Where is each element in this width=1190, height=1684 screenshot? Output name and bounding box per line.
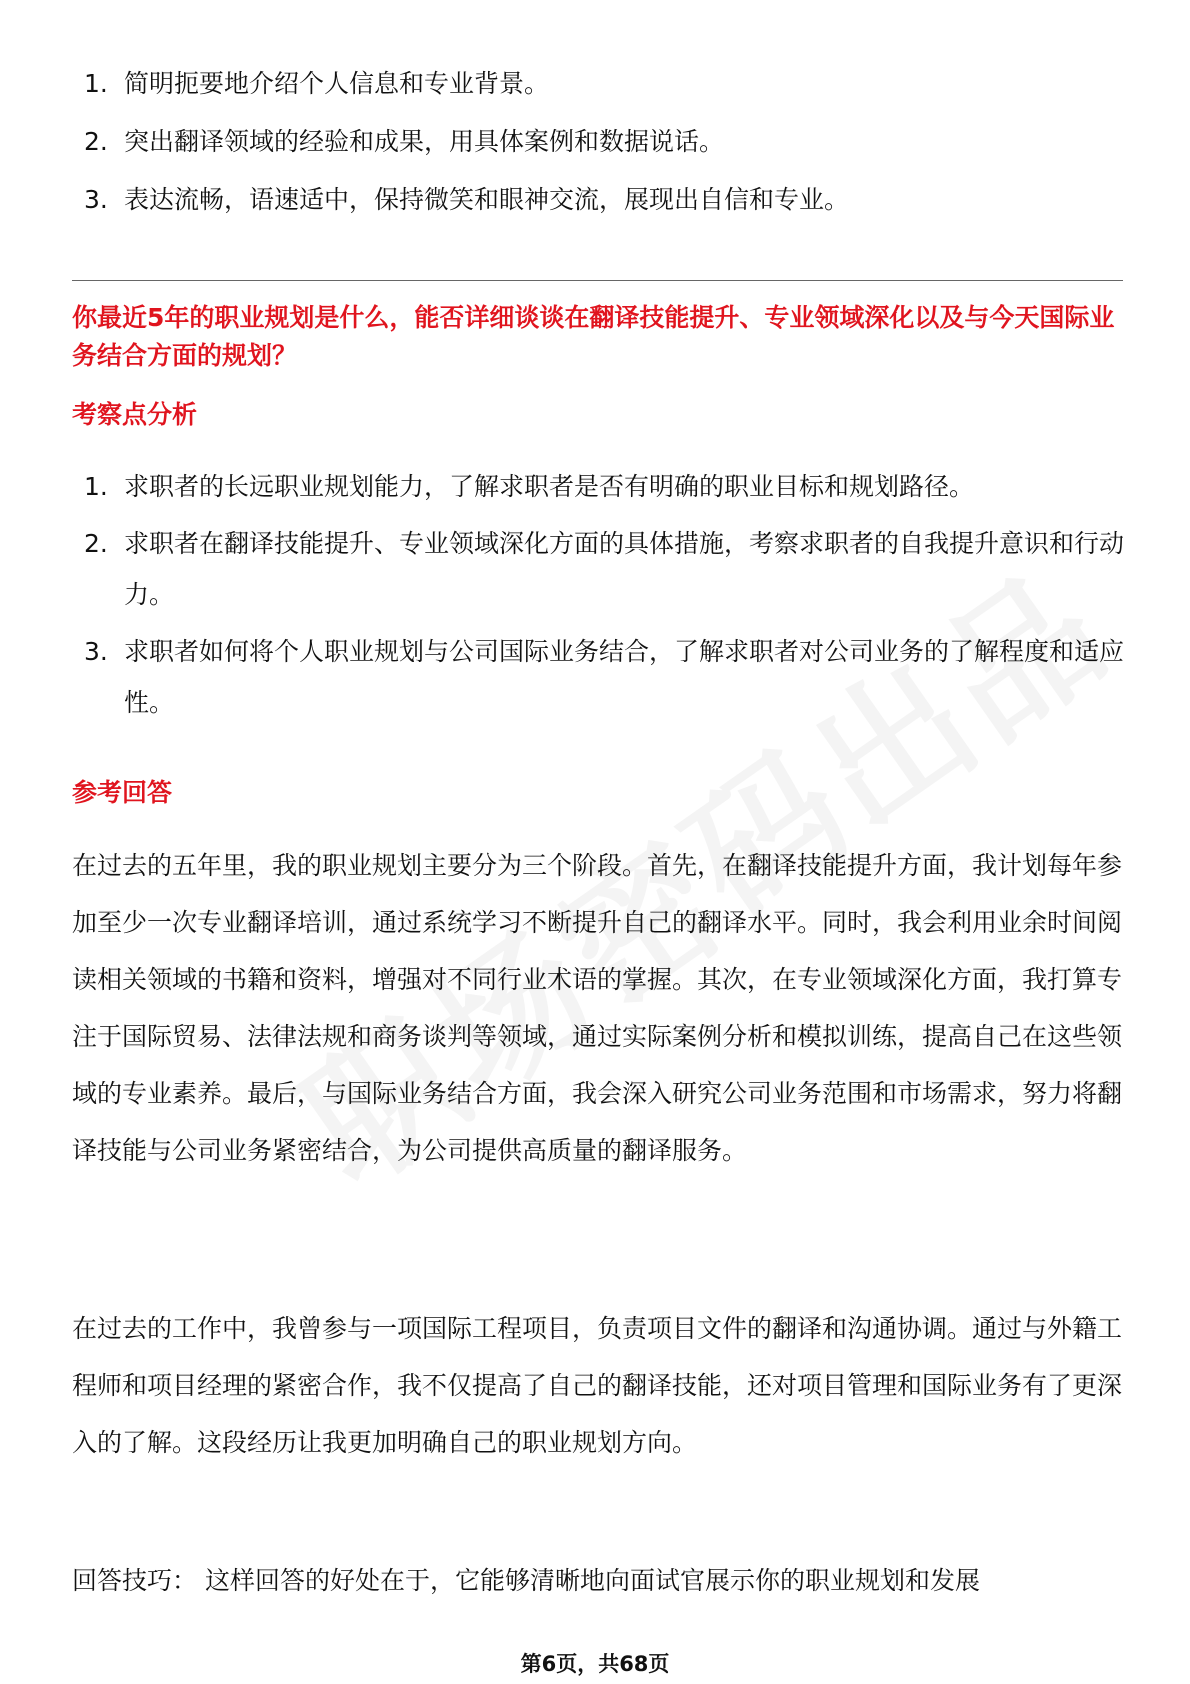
- list-number: 3.: [84, 185, 108, 214]
- list-text: 求职者在翻译技能提升、专业领域深化方面的具体措施，考察求职者的自我提升意识和行动力。: [124, 529, 1125, 609]
- list-number: 1.: [84, 69, 108, 98]
- answer-paragraph: 在过去的工作中，我曾参与一项国际工程项目，负责项目文件的翻译和沟通协调。通过与外籍工程师和项目经理的紧密合作，我不仅提高了自己的翻译技能，还对项目管理和国际业务有了更深入的了解。这段经历让我更加明确自己的职业规划方向。: [72, 1314, 1123, 1457]
- list-text: 简明扼要地介绍个人信息和专业背景。: [124, 69, 550, 98]
- list-item: [84, 174, 1124, 225]
- list-item: [84, 518, 1124, 620]
- page-number: 第6页，共68页: [520, 1652, 670, 1676]
- list-item: [84, 58, 1124, 109]
- analysis-list: [84, 461, 1124, 734]
- list-number: 3.: [84, 637, 108, 666]
- list-text: 表达流畅，语速适中，保持微笑和眼神交流，展现出自信和专业。: [124, 185, 850, 214]
- list-item: [84, 461, 1124, 512]
- list-number: 2.: [84, 127, 108, 156]
- section-divider: [72, 280, 1123, 281]
- analysis-heading: 考察点分析: [72, 400, 198, 429]
- list-item: [84, 116, 1124, 167]
- list-item: [84, 626, 1124, 728]
- answer-paragraph: 在过去的五年里，我的职业规划主要分为三个阶段。首先，在翻译技能提升方面，我计划每年参加至少一次专业翻译培训，通过系统学习不断提升自己的翻译水平。同时，我会利用业余时间阅读相关领域的书籍和资料，增强对不同行业术语的掌握。其次，在专业领域深化方面，我打算专注于国际贸易、法律法规和商务谈判等领域，通过实际案例分析和模拟训练，提高自己在这些领域的专业素养。最后，与国际业务结合方面，我会深入研究公司业务范围和市场需求，努力将翻译技能与公司业务紧密结合，为公司提供高质量的翻译服务。: [72, 851, 1123, 1165]
- list-number: 1.: [84, 472, 108, 501]
- answer-heading: 参考回答: [72, 778, 173, 807]
- answer-tips: 回答技巧： 这样回答的好处在于，它能够清晰地向面试官展示你的职业规划和发展: [72, 1566, 980, 1595]
- list-text: 求职者的长远职业规划能力，了解求职者是否有明确的职业目标和规划路径。: [124, 472, 975, 501]
- list-text: 突出翻译领域的经验和成果，用具体案例和数据说话。: [124, 127, 725, 156]
- list-number: 2.: [84, 529, 108, 558]
- tips-list: [84, 58, 1124, 232]
- list-text: 求职者如何将个人职业规划与公司国际业务结合，了解求职者对公司业务的了解程度和适应性。: [124, 637, 1125, 717]
- interview-question: 你最近5年的职业规划是什么，能否详细谈谈在翻译技能提升、专业领域深化以及与今天国际业务结合方面的规划？: [72, 303, 1115, 370]
